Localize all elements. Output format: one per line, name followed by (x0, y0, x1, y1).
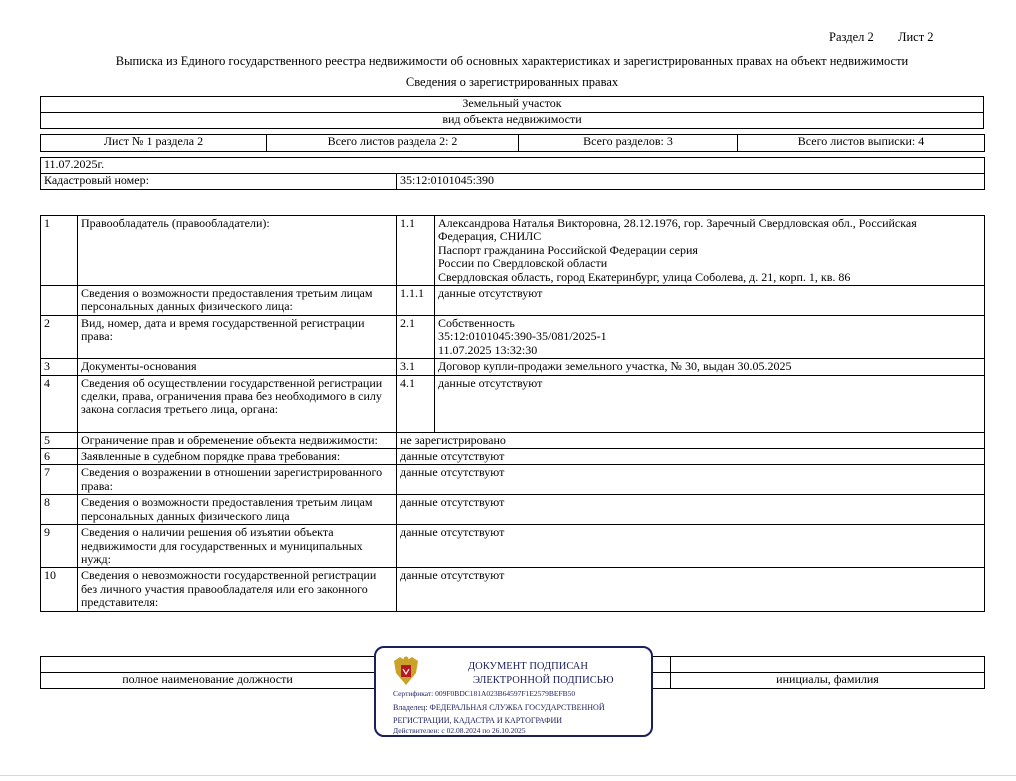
row-value-line: Паспорт гражданина Российской Федерации серия (438, 242, 698, 257)
date-cadastral-table (40, 157, 985, 190)
extract-date: 11.07.2025г. (41, 158, 985, 174)
stamp-validity: Действителен: с 02.08.2024 по 26.10.2025 (393, 726, 526, 735)
row-value-line: России по Свердловской области (438, 256, 608, 271)
stamp-certificate: Сертификат: 009F0BDC181A023B64597F1E2579BEFB50 (393, 689, 576, 698)
coat-of-arms-emblem-icon (390, 653, 422, 689)
name-caption: инициалы, фамилия (671, 673, 985, 689)
row-number: 3 (41, 359, 78, 375)
row-value: данные отсутствуют (397, 449, 985, 465)
row-label: Правообладатель (правообладатели): (78, 216, 397, 286)
row-label: Документы-основания (78, 359, 397, 375)
table-row (41, 568, 985, 611)
row-number: 7 (41, 465, 78, 495)
row-label: Ограничение прав и обременение объекта недвижимости: (78, 432, 397, 448)
row-label: Сведения о наличии решения об изъятии объекта недвижимости для государственных и муниципальных нужд: (78, 525, 397, 568)
stamp-owner-line1: Владелец: ФЕДЕРАЛЬНАЯ СЛУЖБА ГОСУДАРСТВЕННОЙ (393, 703, 605, 712)
table-row (41, 375, 985, 432)
row-number: 5 (41, 432, 78, 448)
row-label: Сведения о невозможности государственной регистрации без личного участия правообладателя или его законного представителя: (78, 568, 397, 611)
row-value (435, 286, 985, 316)
total-sections: Всего разделов: 3 (519, 135, 738, 152)
row-label: Сведения о возможности предоставления третьим лицам персональных данных физического лица: (78, 286, 397, 316)
row-subnumber: 2.1 (397, 316, 435, 359)
document-title: Выписка из Единого государственного реестра недвижимости об основных характеристиках и зарегистрированных правах на объект недвижимости (115, 54, 909, 68)
row-number (41, 286, 78, 316)
row-value (435, 359, 985, 375)
row-value-line: Александрова Наталья Викторовна, 28.12.1976, гор. Заречный Свердловская обл., Российская (438, 216, 917, 230)
electronic-signature-stamp (374, 646, 653, 737)
sheet-of-section: Лист № 1 раздела 2 (41, 135, 267, 152)
row-value-line: данные отсутствуют (438, 375, 543, 390)
stamp-owner-line2: РЕГИСТРАЦИИ, КАДАСТРА И КАРТОГРАФИИ (393, 716, 563, 725)
row-number: 2 (41, 316, 78, 359)
row-label: Сведения об осуществлении государственной регистрации сделки, права, ограничения права без необходимого в силу закона согласия третьего лица, органа: (78, 375, 397, 432)
rights-table (40, 215, 985, 612)
row-number: 9 (41, 525, 78, 568)
table-row (41, 449, 985, 465)
row-value-line: Федерация, СНИЛС (438, 229, 542, 244)
table-row (41, 359, 985, 375)
page-bottom-divider (0, 775, 1016, 776)
row-number: 4 (41, 375, 78, 432)
table-row (41, 495, 985, 525)
object-type-table (40, 96, 984, 129)
row-number: 6 (41, 449, 78, 465)
row-value: данные отсутствуют (397, 568, 985, 611)
row-value-line: Договор купли-продажи земельного участка, № 30, выдан 30.05.2025 (438, 359, 792, 374)
table-row (41, 432, 985, 448)
cadastral-number: 35:12:0101045:390 (397, 174, 985, 190)
sheet-number: Лист 2 (898, 30, 934, 44)
row-number: 1 (41, 216, 78, 286)
total-extract-sheets: Всего листов выписки: 4 (738, 135, 985, 152)
table-row (41, 525, 985, 568)
table-row (41, 216, 985, 286)
row-subnumber: 1.1.1 (397, 286, 435, 316)
row-value-line: 35:12:0101045:390-35/081/2025-1 (438, 329, 607, 344)
row-subnumber: 1.1 (397, 216, 435, 286)
table-row (41, 465, 985, 495)
table-row (41, 316, 985, 359)
row-value: данные отсутствуют (397, 465, 985, 495)
row-value: не зарегистрировано (397, 432, 985, 448)
cadastral-label: Кадастровый номер: (41, 174, 397, 190)
row-label: Сведения о возможности предоставления третьим лицам персональных данных физического лица (78, 495, 397, 525)
row-value-line: данные отсутствуют (438, 286, 543, 301)
row-value: данные отсутствуют (397, 525, 985, 568)
row-subnumber: 3.1 (397, 359, 435, 375)
document-subtitle: Сведения о зарегистрированных правах (405, 75, 619, 89)
row-value (435, 316, 985, 359)
object-type: Земельный участок (41, 97, 984, 113)
stamp-line1: ДОКУМЕНТ ПОДПИСАН (468, 661, 588, 672)
row-label: Вид, номер, дата и время государственной регистрации права: (78, 316, 397, 359)
row-label: Заявленные в судебном порядке права требования: (78, 449, 397, 465)
table-row (41, 286, 985, 316)
total-section-sheets: Всего листов раздела 2: 2 (267, 135, 519, 152)
object-type-caption: вид объекта недвижимости (41, 113, 984, 129)
row-number: 10 (41, 568, 78, 611)
section-number: Раздел 2 (829, 30, 874, 44)
stamp-line2: ЭЛЕКТРОННОЙ ПОДПИСЬЮ (473, 675, 614, 686)
row-label: Сведения о возражении в отношении зарегистрированного права: (78, 465, 397, 495)
row-value (435, 216, 985, 286)
row-value-line: 11.07.2025 13:32:30 (438, 342, 538, 357)
row-number: 8 (41, 495, 78, 525)
row-value: данные отсутствуют (397, 495, 985, 525)
row-value (435, 375, 985, 432)
sheet-info-table (40, 134, 985, 152)
position-caption: полное наименование должности (41, 673, 375, 689)
row-subnumber: 4.1 (397, 375, 435, 432)
row-value-line: Свердловская область, город Екатеринбург, улица Соболева, д. 21, корп. 1, кв. 86 (438, 269, 851, 284)
row-value-line: Собственность (438, 316, 515, 331)
